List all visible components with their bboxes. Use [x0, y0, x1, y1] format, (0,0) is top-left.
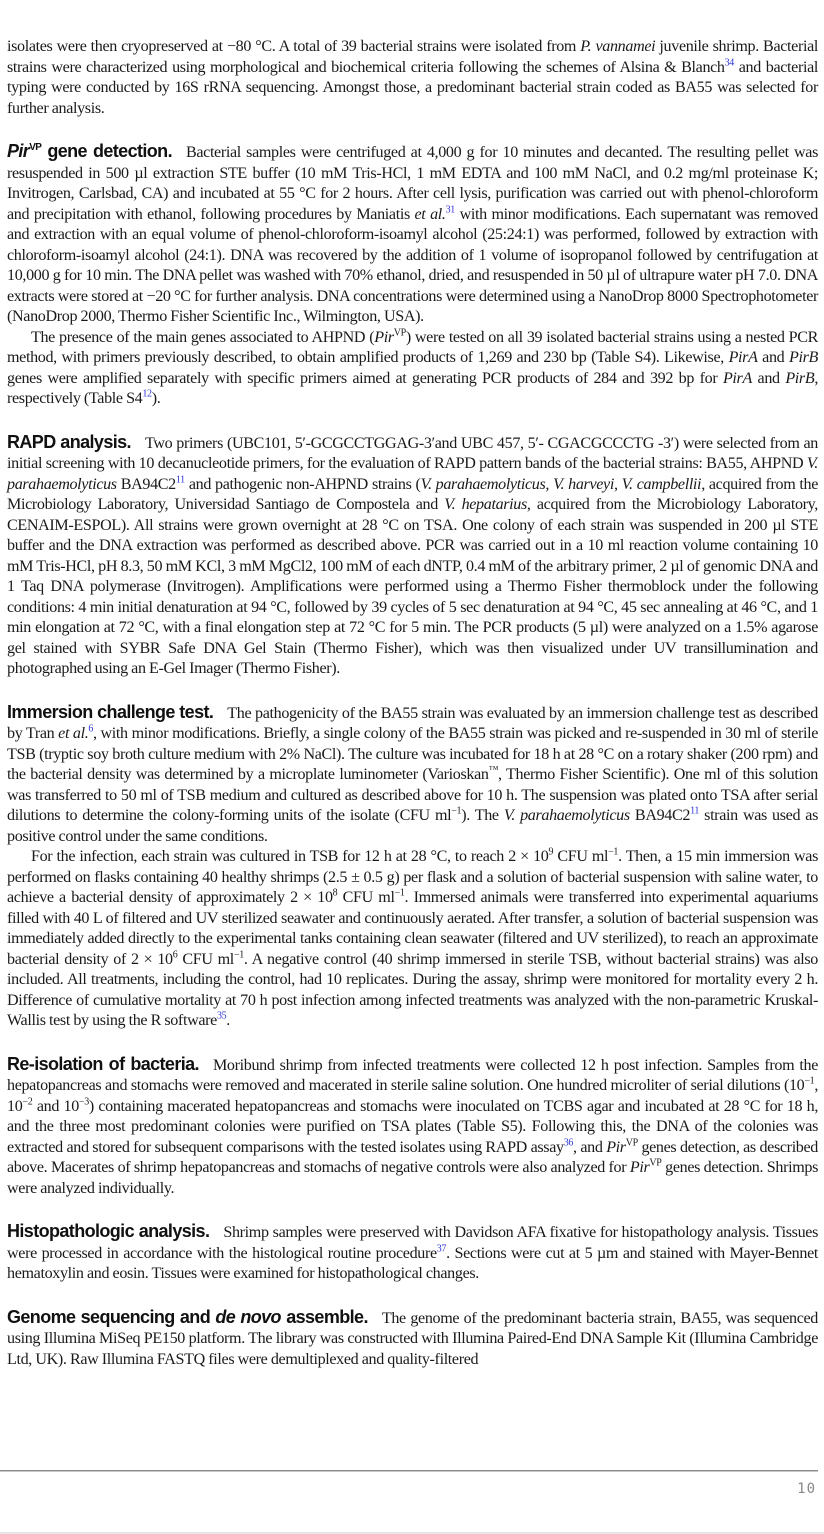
trademark-symbol: ™: [488, 764, 499, 776]
gene-name: Pir: [374, 328, 394, 346]
text: .: [226, 1012, 230, 1029]
superscript: −1: [451, 805, 462, 817]
text: with minor modifications. Each supernatant was removed and extraction with an equal volume of phenol-chloroform-isoamyl alcohol (25:24:1) was performed, followed by extraction with chloroform-isoamyl alcohol (24:1). DNA was recovered by the addition of 1 volume of isopropanol followed by centrifugation at 10,000 g for 10 min. The DNA pellet was washed with 70% ethanol, dried, and resuspended in 50 µl of ultrapure water pH 7.0. DNA extracts were stored at −20 °C for further analysis. DNA concentrations were determined using a NanoDrop 8000 Spectrophotometer (NanoDrop 2000, Thermo Fisher Scientific Inc., Wilmington, USA).: [7, 205, 818, 325]
text: and pathogenic non-AHPND strains (: [184, 475, 421, 493]
text: , acquired from the Microbiology Laboratory, CENAIM-ESPOL). All strains were grown overnight at 28 °C on TSA. One colony of each strain was suspended in 200 µl STE buffer and the DNA extraction was performed as described above. PCR was carried out in a 10 ml reaction volume containing 10 mM Tris-HCl, pH 8.3, 50 mM KCl, 3 mM MgCl2, 100 mM of each dNTP, 0.4 mM of the arbitrary primer, 2 µl of genomic DNA and 1 Taq DNA polymerase (Invitrogen). Amplifications were performed using a Thermo Fisher thermoblock under the following conditions: 4 min initial denaturation at 94 °C, followed by 39 cycles of 5 sec denaturation at 94 °C, 45 sec annealing at 46 °C, and 1 min elongation at 72 °C, with a final elongation step at 72 °C for 5 min. The PCR products (5 µl) were analyzed on a 1.5% agarose gel stained with SYBR Safe DNA Gel Stain (Thermo Fisher), which was then visualized under UV transillumination and photographed using an E-Gel Imager (Thermo Fisher).: [7, 496, 818, 677]
superscript: −1: [608, 846, 619, 858]
text: ) were tested on all 39 isolated bacterial strains using a nested PCR method, with primers previously described, to obtain amplified products of 1,269 and 230 bp (Table S4). Likewise,: [7, 328, 818, 366]
text: ).: [151, 390, 161, 407]
italic-text: et al.: [58, 725, 89, 742]
text: , acquired from the Microbiology Laboratory, Universidad Santiago de Compostela and: [7, 475, 818, 513]
text: BA94C2: [629, 807, 691, 824]
superscript: −3: [78, 1096, 89, 1108]
text: ). The: [461, 807, 504, 824]
reisolation-paragraph: [7, 1054, 818, 1200]
text: ) containing macerated hepatopancreas and stomachs were inoculated on TCBS agar and incubated at 28 °C for 18 h, and the three most predominant colonies were purified on TSA plates (Table S5). Following this, the DNA of the colonies was extracted and stored for subsequent comparisons with the tested isolates using RAPD assay: [7, 1097, 818, 1156]
gene-name: PirB: [785, 369, 815, 387]
superscript: VP: [393, 327, 406, 339]
text: juvenile shrimp. Bacterial strains were characterized using morphological and biochemical criteria following the schemes of Alsina & Blanch: [7, 38, 818, 76]
reference-link[interactable]: 36: [563, 1137, 574, 1149]
pir-paragraph-2: [7, 328, 818, 410]
footer-divider: [0, 1470, 818, 1472]
text: . Immersed animals were transferred into experimental aquariums filled with 40 L of filtered and UV sterilized seawater and continuously aerated. After transfer, a solution of bacterial suspension was immediately added directly to the experimental tanks containing clean seawater (filtered and UV sterilized), to reach an approximate bacterial density of 2 × 10: [7, 889, 818, 968]
species-name: V. parahaemolyticus, V. harveyi, V. campbellii: [420, 475, 702, 493]
reference-link[interactable]: 11: [175, 474, 185, 486]
text: genes detection. Shrimps were analyzed individually.: [7, 1159, 818, 1197]
text: and: [757, 349, 789, 366]
rapd-paragraph: [7, 432, 818, 680]
reference-link[interactable]: 34: [724, 57, 734, 69]
text: and 10: [32, 1097, 79, 1115]
text: CFU ml: [177, 950, 234, 968]
superscript: 8: [332, 887, 338, 899]
text: , Thermo Fisher Scientific). One ml of this solution was transferred to 50 ml of TSB medium and cultured as described above for 10 h. The suspension was plated onto TSA after serial dilutions to determine the colony-forming units of the isolate (CFU ml: [7, 766, 818, 824]
section-heading: RAPD analysis.: [7, 431, 131, 452]
text: . A negative control (40 shrimp immersed in sterile TSB, without bacterial strains) was also included. All treatments, including the control, had 10 replicates. During the assay, shrimp were monitored for mortality every 2 h. Difference of cumulative mortality at 70 h post infection among infected treatments was analyzed with the non-parametric Kruskal-Wallis test by using the R software: [7, 950, 818, 1029]
text: The presence of the main genes associated to AHPND (: [31, 328, 375, 346]
species-name: V. parahaemolyticus: [503, 807, 630, 824]
reference-link[interactable]: 6: [88, 723, 94, 735]
text: genes detection, as described above. Macerates of shrimp hepatopancreas and stomachs of negative controls were also analyzed for: [7, 1138, 818, 1176]
superscript: −1: [233, 949, 244, 961]
reference-link[interactable]: 35: [216, 1010, 227, 1022]
page-number: 10: [797, 1481, 816, 1497]
text: CFU ml: [337, 889, 395, 906]
genome-paragraph: [7, 1307, 818, 1371]
reference-link[interactable]: 31: [445, 204, 455, 216]
gene-name: Pir: [606, 1138, 626, 1156]
text: The pathogenicity of the BA55 strain was evaluated by an immersion challenge test as described by Tran: [7, 704, 818, 742]
superscript: −1: [804, 1075, 815, 1087]
reference-link[interactable]: 11: [690, 805, 700, 817]
text: . Then, a 15 min immersion was performed on flasks containing 40 healthy shrimps (2.5 ± 0.5 g) per flask and a solution of bacterial suspension with saline water, to achieve a bacterial density of approximately 2 × 10: [7, 848, 818, 906]
histo-paragraph: [7, 1221, 818, 1285]
heading-italic: de novo: [215, 1306, 281, 1327]
superscript: −1: [394, 887, 405, 899]
heading-text: assemble.: [280, 1306, 368, 1327]
reference-link[interactable]: 37: [436, 1243, 447, 1255]
species-name: V. parahaemolyticus: [7, 455, 818, 493]
intro-section: [7, 37, 818, 119]
text: For the infection, each strain was cultured in TSB for 12 h at 28 °C, to reach 2 × 10: [31, 848, 549, 865]
rapd-analysis-section: [7, 432, 818, 680]
heading-text: Genome sequencing and: [7, 1306, 216, 1327]
text: CFU ml: [553, 848, 609, 865]
text: Bacterial samples were centrifuged at 4,000 g for 10 minutes and decanted. The resulting pellet was resuspended in 500 µl extraction STE buffer (10 mM Tris-HCl, 1 mM EDTA and 100 mM NaCl, and 0.2 mg/ml proteinase K; Invitrogen, Carlsbad, CA) and incubated at 55 °C for 2 hours. After cell lysis, purification was carried out with phenol-chloroform and precipitation with ethanol, following procedures by Maniatis: [7, 144, 818, 223]
text: , respectively (Table S4: [7, 369, 818, 407]
text: . Sections were cut at 5 µm and stained with Mayer-Bennet hematoxylin and eosin. Tissues were examined for histopathological changes.: [7, 1244, 818, 1282]
gene-name: Pir: [629, 1159, 650, 1176]
section-heading: [7, 141, 172, 161]
genome-sequencing-section: [7, 1307, 818, 1371]
text: , and: [573, 1138, 607, 1156]
immersion-paragraph-2: [7, 847, 818, 1032]
pir-paragraph-1: [7, 141, 818, 328]
section-heading: Histopathologic analysis.: [7, 1221, 210, 1241]
text: BA94C2: [116, 475, 176, 493]
superscript: −2: [22, 1096, 33, 1108]
superscript: 6: [172, 949, 178, 961]
superscript: VP: [649, 1157, 662, 1169]
species-name: V. hepatarius: [444, 496, 527, 513]
text: genes were amplified separately with specific primers aimed at generating PCR products of 284 and 392 bp for: [7, 369, 723, 387]
gene-name: PirA: [728, 349, 758, 366]
superscript: VP: [625, 1137, 638, 1149]
heading-superscript: VP: [29, 142, 42, 153]
immersion-challenge-section: [7, 702, 818, 1032]
histopathologic-section: [7, 1221, 818, 1285]
gene-name: PirB: [789, 349, 818, 366]
text: strain was used as positive control under the same conditions.: [7, 807, 818, 845]
italic-text: et al.: [414, 205, 446, 223]
immersion-paragraph-1: [7, 702, 818, 848]
species-name: P. vannamei: [580, 38, 656, 55]
gene-name: PirA: [722, 369, 752, 387]
superscript: 9: [548, 846, 554, 858]
text: Shrimp samples were preserved with Davidson AFA fixative for histopathology analysis. Tissues were processed in accordance with the histological routine procedure: [7, 1224, 818, 1262]
intro-paragraph: [7, 37, 818, 119]
text: and: [751, 369, 786, 387]
text: Two primers (UBC101, 5′-GCGCCTGGAG-3′and UBC 457, 5′- CGACGCCCTG -3′) were selected from an initial screening with 10 decanucleotide primers, for the evaluation of RAPD pattern bands of the bacterial strains: BA55, AHPND: [7, 434, 819, 472]
text: The genome of the predominant bacteria strain, BA55, was sequenced using Illumina MiSeq PE150 platform. The library was constructed with Illumina Paired-End DNA Sample Kit (Illumina Cambridge Ltd, UK). Raw Illumina FASTQ files were demultiplexed and quality-filtered: [7, 1309, 818, 1368]
text: isolates were then cryopreserved at −80 °C. A total of 39 bacterial strains were isolated from: [7, 38, 581, 55]
reference-link[interactable]: 12: [142, 388, 152, 400]
heading-text: Pir: [7, 141, 30, 161]
section-heading: Immersion challenge test.: [7, 701, 214, 722]
text: Moribund shrimp from infected treatments were collected 12 h post infection. Samples from the hepatopancreas and stomachs were removed and macerated in sterile saline solution. One hundred microliter of serial dilutions (10: [7, 1056, 818, 1094]
reisolation-section: [7, 1054, 818, 1200]
text: and bacterial typing were conducted by 16S rRNA sequencing. Amongst those, a predominant bacterial strain coded as BA55 was selected for further analysis.: [7, 58, 818, 117]
text: , with minor modifications. Briefly, a single colony of the BA55 strain was picked and re-suspended in 30 ml of sterile TSB (tryptic soy broth culture medium with 2% NaCl). The culture was incubated for 18 h at 28 °C on a rotary shaker (200 rpm) and the bacterial density was determined by a microplate luminometer (Varioskan: [7, 725, 818, 783]
heading-text: gene detection.: [41, 141, 172, 161]
section-heading: Re-isolation of bacteria.: [7, 1053, 199, 1074]
text: , 10: [7, 1077, 818, 1115]
section-heading: [7, 1307, 368, 1327]
article-body: [7, 37, 818, 1370]
pir-gene-detection-section: [7, 141, 818, 410]
